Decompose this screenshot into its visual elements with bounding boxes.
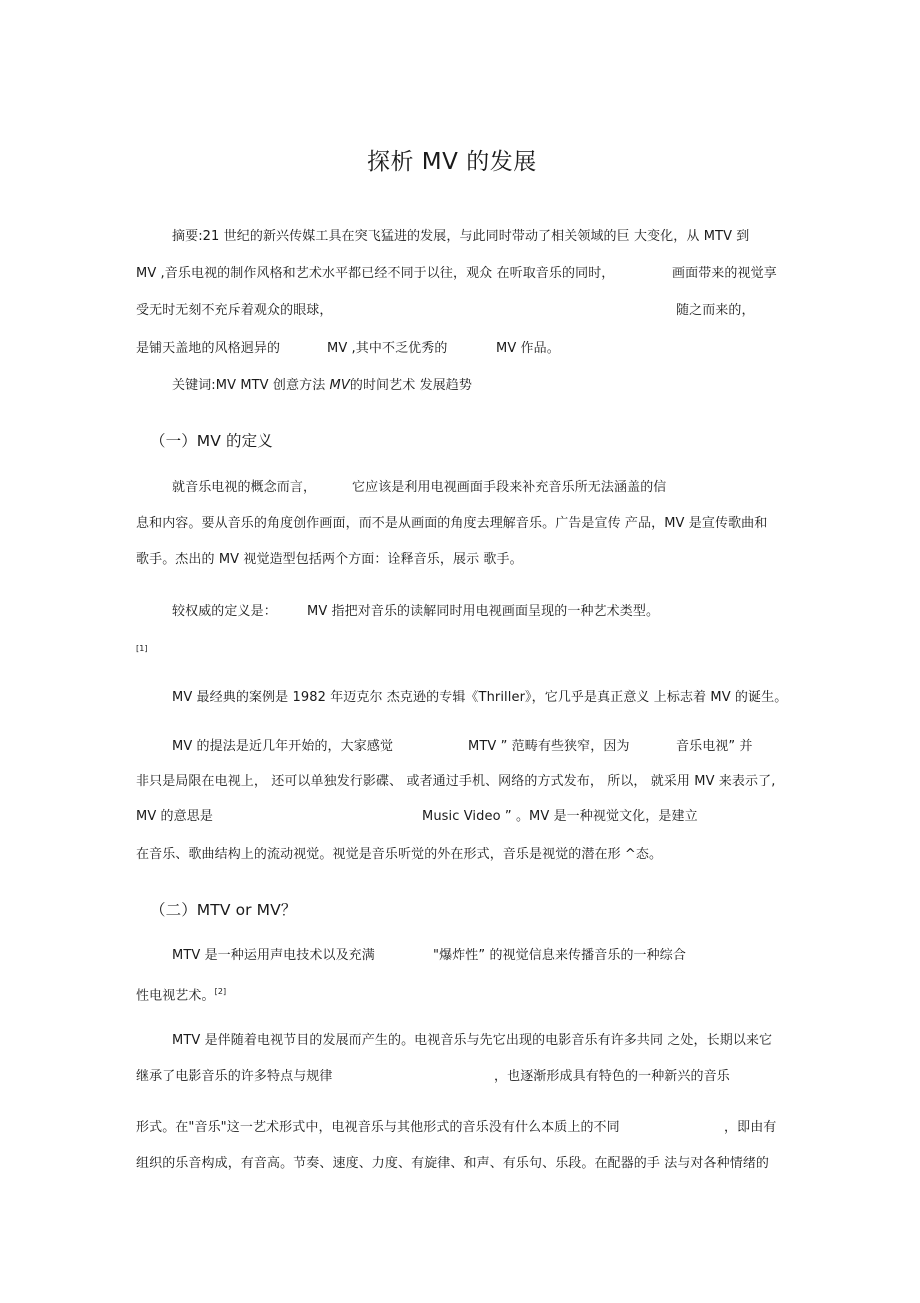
- s2-p1-line-1a: MTV 是一种运用声电技术以及充满: [172, 948, 375, 963]
- s1-p4-line-1b: MTV ” 范畴有些狭窄，因为: [468, 739, 630, 754]
- page-title: 探析 MV 的发展: [367, 149, 537, 175]
- s1-p1-line-1a: 就音乐电视的概念而言，: [172, 480, 317, 495]
- s2-p2-line-2a: 继承了电影音乐的许多特点与规律: [136, 1069, 333, 1084]
- s2-p1-line-2-text: 性电视艺术。: [136, 988, 215, 1004]
- abstract-line-2a: MV ,音乐电视的制作风格和艺术水平都已经不同于以往，观众 在听取音乐的同时，: [136, 266, 615, 281]
- s1-p2-line-b: MV 指把对音乐的读解同时用电视画面呈现的一种艺术类型。: [307, 604, 660, 619]
- s1-p4-line-3a: MV 的意思是: [136, 809, 213, 824]
- keywords-suffix: 的时间艺术 发展趋势: [349, 378, 472, 393]
- s1-p4-line-1a: MV 的提法是近几年开始的，大家感觉: [172, 739, 394, 754]
- abstract-line-4b: MV ,其中不乏优秀的: [327, 341, 448, 356]
- s2-p2-line-3a: 形式。在"音乐"这一艺术形式中，电视音乐与其他形式的音乐没有什么本质上的不同: [136, 1120, 620, 1135]
- s2-p1-line-1b: "爆炸性” 的视觉信息来传播音乐的一种综合: [433, 948, 686, 963]
- s1-p2-line-a: 较权威的定义是：: [172, 604, 277, 619]
- s2-p2-line-1: MTV 是伴随着电视节目的发展而产生的。电视音乐与先它出现的电影音乐有许多共同 之处，长期以来它: [172, 1033, 773, 1048]
- abstract-line-3b: 随之而来的，: [676, 303, 755, 318]
- abstract-line-2b: 画面带来的视觉享: [672, 266, 777, 281]
- section-1-heading: （一）MV 的定义: [150, 432, 273, 450]
- s1-p4-line-3b: Music Video ” 。MV 是一种视觉文化，是建立: [422, 809, 698, 824]
- abstract-line-4a: 是铺天盖地的风格迥异的: [136, 341, 281, 356]
- reference-2: [2]: [214, 987, 227, 996]
- s2-p2-line-4: 组织的乐音构成，有音高。节奏、速度、力度、有旋律、和声、有乐句、乐段。在配器的手 法与对各种情绪的: [136, 1156, 770, 1171]
- s1-p1-line-3: 歌手。杰出的 MV 视觉造型包括两个方面：诠释音乐，展示 歌手。: [136, 552, 523, 567]
- keywords-prefix: 关键词:MV MTV 创意方法: [172, 378, 330, 393]
- s2-p2-line-3b: ，即由有: [724, 1120, 777, 1135]
- s2-p1-line-2: [136, 983, 226, 1005]
- reference-1: [1]: [136, 644, 148, 653]
- s1-p1-line-2: 息和内容。要从音乐的角度创作画面，而不是从画面的角度去理解音乐。广告是宣传 产品，MV 是宣传歌曲和: [136, 516, 768, 531]
- abstract-line-4c: MV 作品。: [496, 341, 560, 356]
- s1-p3-line: MV 最经典的案例是 1982 年迈克尔 杰克逊的专辑《Thriller》，它几乎是真正意义 上标志着 MV 的诞生。: [172, 690, 788, 705]
- s2-p2-line-2b: ，也逐渐形成具有特色的一种新兴的音乐: [494, 1069, 730, 1084]
- keywords-line: [172, 377, 472, 395]
- keywords-italic: MV: [329, 378, 350, 393]
- section-2-heading: （二）MTV or MV？: [150, 901, 297, 919]
- s1-p4-line-4: 在音乐、歌曲结构上的流动视觉。视觉是音乐听觉的外在形式，音乐是视觉的潜在形 ^态。: [136, 847, 663, 862]
- s1-p4-line-2: 非只是局限在电视上， 还可以单独发行影碟、 或者通过手机、网络的方式发布， 所以， 就采用 MV 来表示了,: [136, 774, 776, 789]
- s1-p1-line-1b: 它应该是利用电视画面手段来补充音乐所无法涵盖的信: [352, 480, 667, 495]
- abstract-line-3a: 受无时无刻不充斥着观众的眼球，: [136, 303, 333, 318]
- abstract-line-1: 摘要:21 世纪的新兴传媒工具在突飞猛进的发展，与此同时带动了相关领域的巨 大变化，从 MTV 到: [172, 229, 750, 244]
- s1-p4-line-1c: 音乐电视” 并: [676, 739, 753, 754]
